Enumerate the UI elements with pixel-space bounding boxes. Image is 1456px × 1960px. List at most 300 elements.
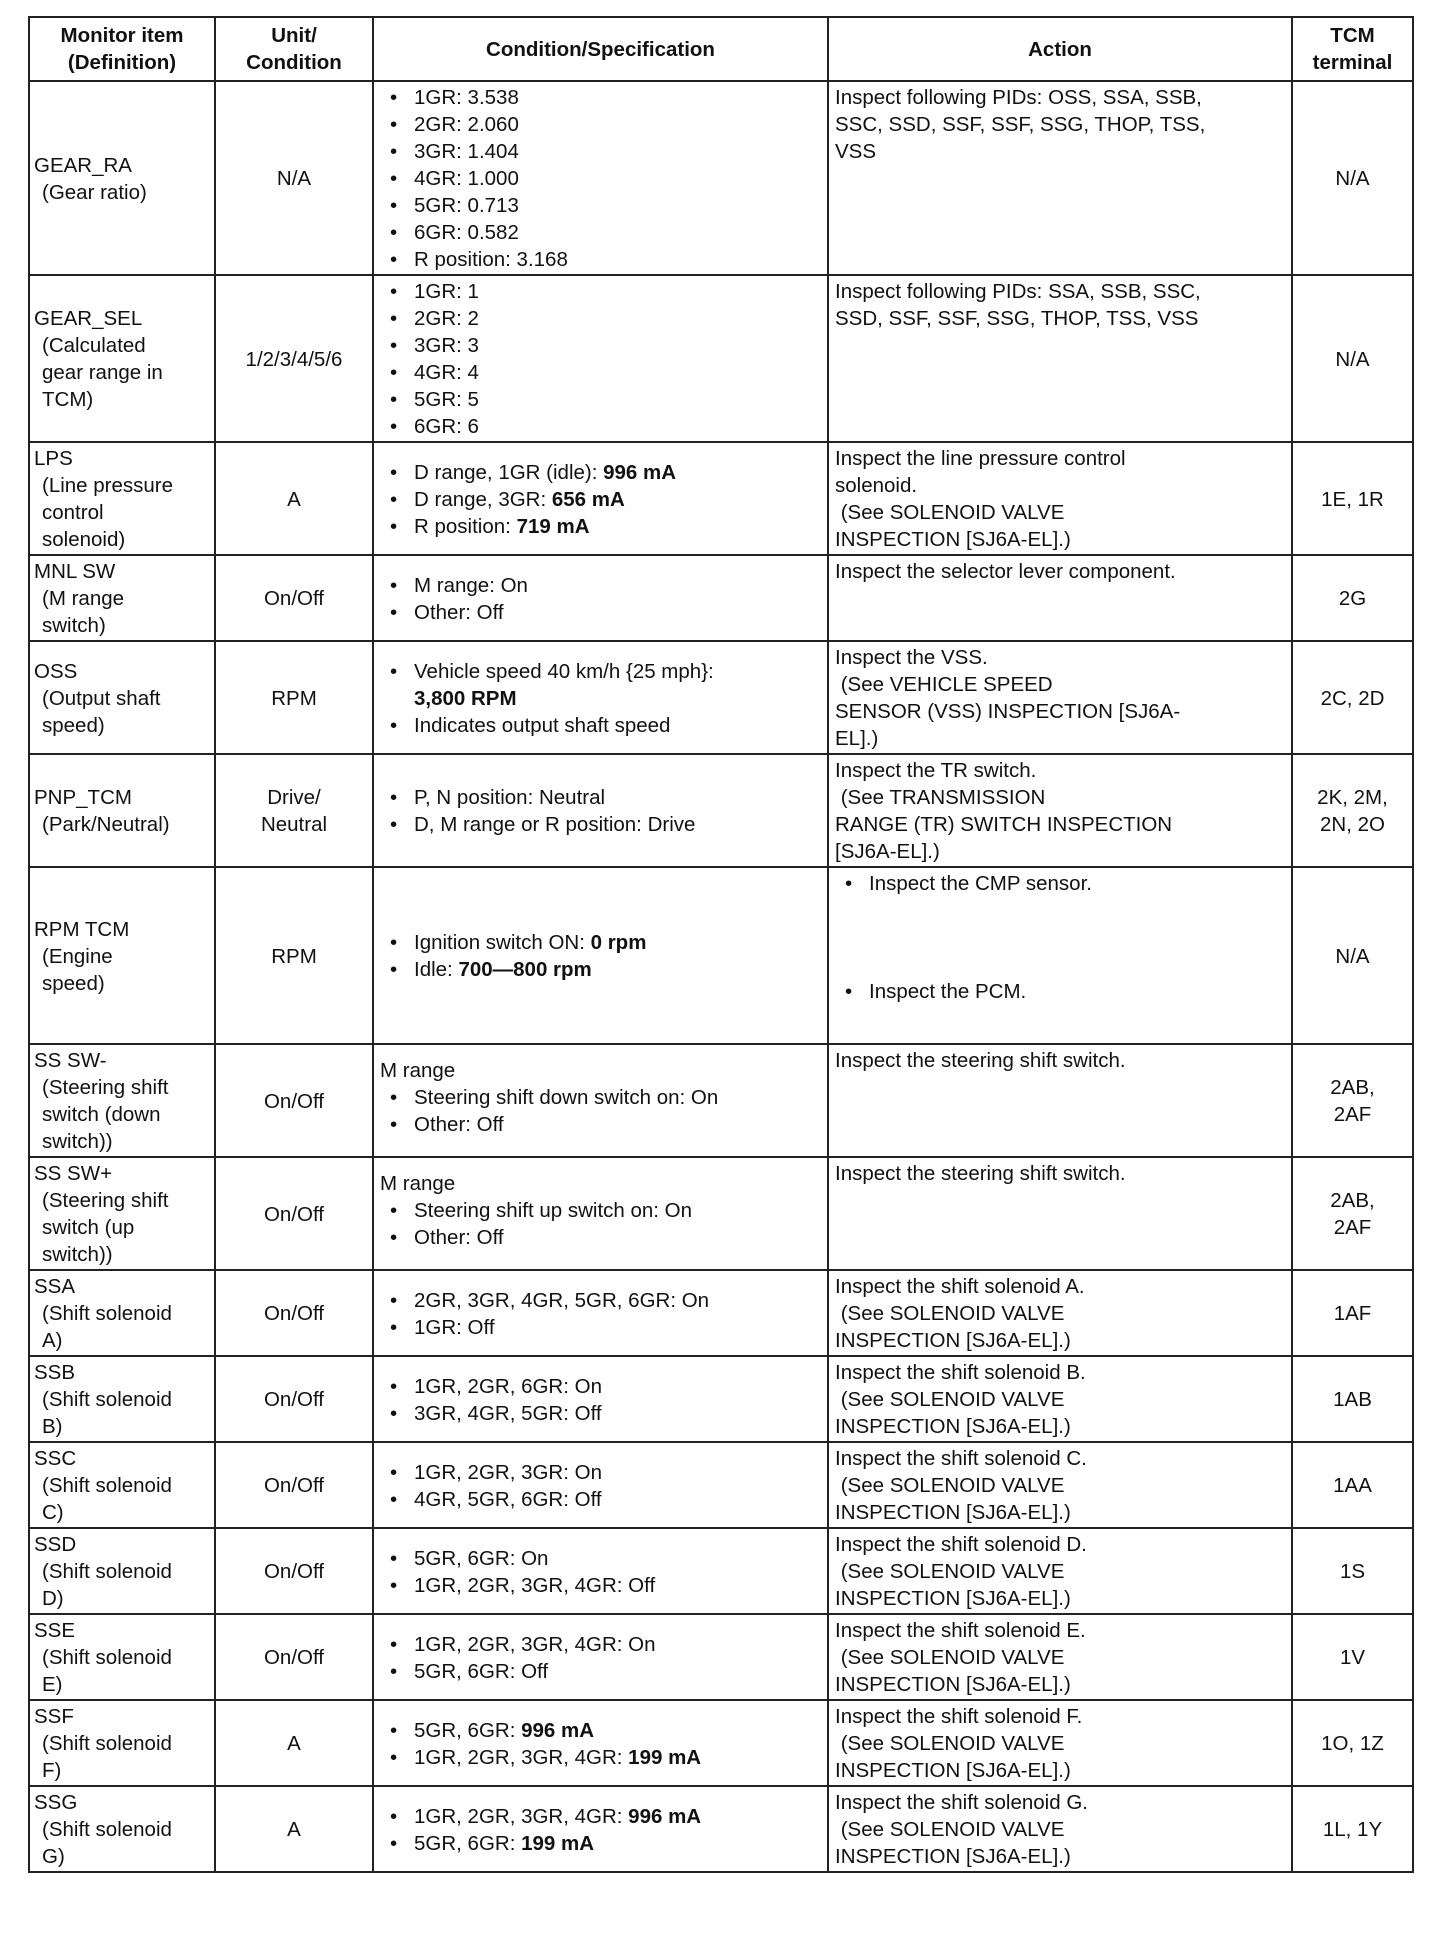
monitor-item-cell [29,754,215,867]
condition-list-item [414,658,821,712]
unit-text: Neutral [260,813,328,836]
condition-list [380,1717,821,1771]
condition-list-item [414,1373,821,1400]
condition-list-item [414,486,821,513]
condition-list [380,1545,821,1599]
monitor-item-definition: (Park/Neutral) [42,813,170,836]
condition-list-item [414,278,821,305]
action-text: (See VEHICLE SPEED [835,673,1053,696]
tcm-terminal-text: 1AF [1333,1302,1372,1325]
monitor-item-definition: solenoid) [42,528,126,551]
condition-list-item [414,1314,821,1341]
monitor-item-code: GEAR_RA [34,153,132,177]
unit-condition-cell [215,1356,373,1442]
condition-value: 719 mA [516,514,590,538]
action-cell [828,275,1292,442]
monitor-item-code: SS SW- [34,1049,107,1072]
monitor-item-definition: (Shift solenoid [42,1560,172,1583]
tcm-terminal-text: 2G [1338,587,1367,610]
unit-condition-cell [215,1157,373,1270]
action-text: EL].) [835,727,879,750]
monitor-item-cell [29,1044,215,1157]
unit-text: N/A [276,167,312,190]
tcm-terminal-text: 1E, 1R [1321,487,1384,511]
table-header-row [29,17,1413,81]
monitor-item-definition: speed) [42,713,105,737]
condition-list-item [414,1400,821,1427]
condition-value: 199 mA [521,1831,595,1855]
action-cell [828,1528,1292,1614]
monitor-item-definition: (Output shaft [42,686,161,710]
table-row [29,442,1413,555]
monitor-item-cell [29,641,215,754]
monitor-item-code: SSC [34,1447,77,1470]
monitor-item-definition: TCM) [42,388,94,411]
monitor-item-definition: (Shift solenoid [42,1732,172,1755]
condition-text: 1GR: Off [414,1315,495,1339]
unit-text: On/Off [263,1560,324,1583]
condition-list-item [414,165,821,192]
action-text: (See SOLENOID VALVE [835,1646,1065,1669]
monitor-item-code: SSE [34,1619,76,1642]
action-text: solenoid. [835,474,918,497]
monitor-item-definition: (Calculated [42,334,146,357]
condition-value: 700—800 rpm [458,958,592,981]
tcm-terminal-text: 2N, 2O [1320,813,1385,836]
condition-value: 656 mA [551,487,625,511]
action-text: Inspect the VSS. [835,646,988,669]
table-row [29,1356,1413,1442]
unit-condition-cell [215,754,373,867]
condition-text: 5GR, 6GR: Off [414,1659,549,1683]
condition-specification-cell [373,1044,828,1157]
condition-text: 2GR: 2.060 [414,113,519,136]
table-row [29,754,1413,867]
condition-list-item [414,1658,821,1685]
header-unit-condition: Unit/ Condition [215,17,373,81]
unit-condition-cell [215,1528,373,1614]
action-cell [828,1270,1292,1356]
condition-list [380,278,821,440]
condition-text: 4GR: 1.000 [414,167,519,190]
monitor-item-code: SSG [34,1791,78,1814]
monitor-item-code: OSS [34,659,78,683]
monitor-item-code: PNP_TCM [34,786,132,809]
monitor-item-definition: D) [42,1587,64,1610]
condition-list [380,1197,821,1251]
condition-list-item [414,305,821,332]
monitor-item-definition: (Shift solenoid [42,1302,172,1325]
unit-text: On/Off [263,587,324,610]
action-text: Inspect the shift solenoid A. [835,1275,1085,1298]
monitor-item-code: SSD [34,1533,77,1556]
unit-text: On/Off [263,1474,324,1497]
monitor-item-cell [29,1528,215,1614]
action-text: INSPECTION [SJ6A-EL].) [835,1845,1071,1868]
condition-text: 1GR, 2GR, 3GR, 4GR: [414,1745,629,1769]
unit-text: On/Off [263,1646,324,1669]
monitor-item-cell [29,275,215,442]
condition-list-item [414,1287,821,1314]
action-cell [828,867,1292,1044]
condition-list-item [414,1803,821,1830]
condition-list-item [414,84,821,111]
tcm-terminal-text: 1AA [1333,1474,1372,1497]
condition-specification-cell [373,1442,828,1528]
action-text: Inspect following PIDs: SSA, SSB, SSC, [835,280,1201,303]
monitor-item-definition: (M range [42,587,125,610]
condition-specification-cell [373,1700,828,1786]
condition-text: R position: 3.168 [414,248,568,271]
condition-list-item [414,192,821,219]
monitor-item-cell [29,81,215,275]
action-cell [828,1700,1292,1786]
condition-list-item [414,459,821,486]
condition-text: 4GR, 5GR, 6GR: Off [414,1487,602,1511]
tcm-terminal-cell [1292,867,1413,1044]
condition-list-item [414,413,821,440]
condition-list-item [414,1717,821,1744]
unit-text: A [287,487,301,511]
monitor-item-definition: F) [42,1759,62,1782]
condition-text: 5GR, 6GR: On [414,1546,549,1570]
condition-list [380,1084,821,1138]
condition-list-item [414,386,821,413]
monitor-item-definition: control [42,501,104,524]
monitor-item-cell [29,1270,215,1356]
tcm-terminal-text: N/A [1335,944,1370,968]
action-text: (See SOLENOID VALVE [835,1474,1065,1497]
monitor-item-cell [29,442,215,555]
tcm-terminal-text: 2C, 2D [1320,686,1385,710]
monitor-item-cell [29,1356,215,1442]
condition-value: 996 mA [521,1718,595,1742]
unit-condition-cell [215,1442,373,1528]
tcm-terminal-cell [1292,641,1413,754]
condition-text: Other: Off [414,600,504,624]
monitor-item-code: GEAR_SEL [34,307,143,330]
tcm-terminal-text: 1O, 1Z [1321,1732,1384,1755]
monitor-item-code: SSA [34,1275,76,1298]
unit-text: RPM [271,944,317,968]
monitor-item-definition: speed) [42,971,105,995]
condition-text: Other: Off [414,1226,504,1249]
condition-text: 6GR: 0.582 [414,221,519,244]
condition-text: D range, 3GR: [414,487,552,511]
unit-text: On/Off [263,1302,324,1325]
unit-text: On/Off [263,1202,324,1226]
condition-lead-text: M range [380,1059,456,1082]
action-cell [828,641,1292,754]
monitor-item-definition: switch)) [42,1243,113,1266]
table-row [29,1700,1413,1786]
condition-list-item [414,1572,821,1599]
condition-list-item [414,1111,821,1138]
unit-text: RPM [271,686,317,710]
header-action: Action [828,17,1292,81]
monitor-item-cell [29,555,215,641]
action-text: Inspect the shift solenoid F. [835,1705,1083,1728]
condition-list [380,658,821,739]
action-text: (See SOLENOID VALVE [835,1302,1065,1325]
tcm-terminal-text: 2AB, [1330,1076,1375,1099]
monitor-item-definition: switch (up [42,1216,135,1239]
action-cell [828,555,1292,641]
condition-lead-text: M range [380,1172,456,1195]
action-text: Inspect the shift solenoid G. [835,1791,1088,1814]
condition-text: 1GR, 2GR, 6GR: On [414,1374,602,1398]
tcm-terminal-cell [1292,1442,1413,1528]
condition-specification-cell [373,1356,828,1442]
condition-specification-cell [373,442,828,555]
monitor-item-definition: (Shift solenoid [42,1646,172,1669]
unit-text: On/Off [263,1388,324,1411]
action-text: [SJ6A-EL].) [835,840,940,863]
action-text: INSPECTION [SJ6A-EL].) [835,1501,1071,1524]
condition-text: 3GR: 1.404 [414,140,519,163]
table-row [29,1270,1413,1356]
tcm-terminal-text: 1S [1339,1560,1366,1583]
monitor-item-definition: E) [42,1673,63,1696]
condition-text: 1GR: 1 [414,280,479,303]
table-row [29,1157,1413,1270]
condition-text: M range: On [414,573,528,597]
action-text: INSPECTION [SJ6A-EL].) [835,1673,1071,1696]
unit-condition-cell [215,1700,373,1786]
monitor-item-cell [29,1157,215,1270]
condition-text: Other: Off [414,1113,504,1136]
condition-list [380,572,821,626]
condition-list-item [414,1459,821,1486]
table-row [29,1044,1413,1157]
monitor-item-code: RPM TCM [34,917,130,941]
unit-text: 1/2/3/4/5/6 [245,347,343,371]
condition-list-item [414,1486,821,1513]
monitor-item-definition: (Shift solenoid [42,1388,172,1411]
action-cell [828,1157,1292,1270]
tcm-terminal-cell [1292,275,1413,442]
condition-text: 3GR: 3 [414,334,479,357]
pid-monitor-table-sheet [28,16,1412,1873]
condition-list-item [414,246,821,273]
table-row [29,1442,1413,1528]
table-row [29,81,1413,275]
unit-condition-cell [215,555,373,641]
action-text: INSPECTION [SJ6A-EL].) [835,528,1071,551]
condition-value: 996 mA [603,460,677,484]
condition-list-item [414,138,821,165]
action-text: SENSOR (VSS) INSPECTION [SJ6A- [835,700,1181,723]
condition-value: 0 rpm [590,931,647,954]
condition-list-item [414,513,821,540]
monitor-item-code: LPS [34,447,73,470]
action-list-item: • Inspect the CMP sensor. [869,870,1285,897]
condition-list-item [414,1197,821,1224]
condition-text: 1GR, 2GR, 3GR, 4GR: Off [414,1573,656,1597]
tcm-terminal-cell [1292,81,1413,275]
unit-condition-cell [215,442,373,555]
condition-list-item [414,111,821,138]
condition-list-item [414,929,821,956]
condition-specification-cell [373,555,828,641]
tcm-terminal-cell [1292,1700,1413,1786]
condition-text: 6GR: 6 [414,415,479,438]
header-tcm-terminal: TCM terminal [1292,17,1413,81]
condition-text: 4GR: 4 [414,361,479,384]
condition-list [380,459,821,540]
condition-value: 199 mA [628,1745,702,1769]
table-row [29,867,1413,1044]
condition-text: Idle: [414,958,459,981]
monitor-item-cell [29,1614,215,1700]
tcm-terminal-cell [1292,1044,1413,1157]
tcm-terminal-text: N/A [1335,167,1370,190]
action-text: (See SOLENOID VALVE [835,1732,1065,1755]
unit-text: A [287,1818,301,1841]
pid-monitor-table [28,16,1414,1873]
table-row [29,1528,1413,1614]
condition-list [380,929,821,983]
action-text: Inspect the selector lever component. [835,560,1176,583]
action-spacer [869,897,1285,978]
monitor-item-definition: (Steering shift [42,1189,169,1212]
condition-text: 1GR: 3.538 [414,86,519,109]
condition-text: 5GR: 5 [414,388,479,411]
monitor-item-code: MNL SW [34,560,116,583]
monitor-item-definition: (Line pressure [42,474,174,497]
action-list [835,870,1285,1005]
condition-text: Ignition switch ON: [414,931,591,954]
action-text: SSC, SSD, SSF, SSF, SSG, THOP, TSS, [835,113,1206,136]
condition-text: Vehicle speed 40 km/h {25 mph}: [414,659,714,683]
monitor-item-definition: (Engine [42,944,113,968]
condition-text: Steering shift down switch on: On [414,1086,719,1109]
tcm-terminal-text: 2AF [1333,1216,1372,1239]
condition-list-item [414,1224,821,1251]
table-row [29,1614,1413,1700]
action-text: Inspect the shift solenoid D. [835,1533,1087,1556]
action-cell [828,81,1292,275]
monitor-item-definition: (Gear ratio) [42,180,147,204]
condition-specification-cell [373,1786,828,1872]
monitor-item-definition: switch (down [42,1103,161,1126]
unit-condition-cell [215,867,373,1044]
condition-text: 2GR, 3GR, 4GR, 5GR, 6GR: On [414,1288,710,1312]
monitor-item-cell [29,1700,215,1786]
action-text: Inspect the shift solenoid B. [835,1361,1086,1384]
condition-list-item [414,572,821,599]
unit-condition-cell [215,1270,373,1356]
unit-condition-cell [215,1786,373,1872]
condition-value: 3,800 RPM [414,686,517,710]
monitor-item-definition: G) [42,1845,65,1868]
header-condition-specification: Condition/Specification [373,17,828,81]
unit-text: On/Off [263,1089,324,1113]
condition-specification-cell [373,1614,828,1700]
condition-list [380,1803,821,1857]
unit-condition-cell [215,1044,373,1157]
action-text: SSD, SSF, SSF, SSG, THOP, TSS, VSS [835,307,1199,330]
unit-condition-cell [215,275,373,442]
action-cell [828,1356,1292,1442]
condition-list-item [414,219,821,246]
action-text: (See SOLENOID VALVE [835,1388,1065,1411]
monitor-item-definition: switch)) [42,1130,113,1153]
tcm-terminal-cell [1292,1528,1413,1614]
action-text: Inspect the TR switch. [835,759,1037,782]
action-cell [828,1786,1292,1872]
condition-list [380,1631,821,1685]
action-text: (See SOLENOID VALVE [835,501,1065,524]
tcm-terminal-cell [1292,442,1413,555]
table-row [29,1786,1413,1872]
tcm-terminal-text: 2K, 2M, [1317,786,1388,809]
monitor-item-definition: (Steering shift [42,1076,169,1099]
action-text: RANGE (TR) SWITCH INSPECTION [835,813,1173,836]
condition-text: 3GR, 4GR, 5GR: Off [414,1401,602,1425]
condition-list [380,84,821,273]
tcm-terminal-text: 1L, 1Y [1322,1818,1383,1841]
condition-list [380,1373,821,1427]
condition-list-item [414,332,821,359]
condition-list-item [414,359,821,386]
condition-list-item [414,1631,821,1658]
unit-condition-cell [215,641,373,754]
action-text: Inspect the steering shift switch. [835,1162,1126,1185]
condition-list-item [414,1744,821,1771]
condition-specification-cell [373,867,828,1044]
table-row [29,275,1413,442]
condition-text: Indicates output shaft speed [414,713,671,737]
condition-specification-cell [373,81,828,275]
unit-text: A [287,1732,301,1755]
monitor-item-definition: gear range in [42,361,163,384]
condition-text: 1GR, 2GR, 3GR: On [414,1460,602,1484]
tcm-terminal-cell [1292,555,1413,641]
tcm-terminal-cell [1292,1157,1413,1270]
action-text: Inspect the steering shift switch. [835,1049,1126,1072]
condition-specification-cell [373,275,828,442]
tcm-terminal-cell [1292,1786,1413,1872]
monitor-item-definition: A) [42,1329,63,1352]
action-text: VSS [835,140,877,163]
condition-specification-cell [373,641,828,754]
tcm-terminal-text: N/A [1335,347,1370,371]
action-cell [828,442,1292,555]
condition-text: 2GR: 2 [414,307,479,330]
condition-list-item [414,1545,821,1572]
action-text: (See SOLENOID VALVE [835,1818,1065,1841]
monitor-item-cell [29,1786,215,1872]
action-text: INSPECTION [SJ6A-EL].) [835,1415,1071,1438]
monitor-item-definition: C) [42,1501,64,1524]
condition-specification-cell [373,1528,828,1614]
condition-text: Steering shift up switch on: On [414,1199,693,1222]
monitor-item-definition: (Shift solenoid [42,1474,172,1497]
tcm-terminal-text: 1V [1339,1646,1366,1669]
action-text: Inspect the shift solenoid E. [835,1619,1086,1642]
condition-text: 5GR, 6GR: [414,1831,522,1855]
monitor-item-code: SS SW+ [34,1162,113,1185]
condition-text: 1GR, 2GR, 3GR, 4GR: [414,1804,629,1828]
condition-list [380,1287,821,1341]
action-text: INSPECTION [SJ6A-EL].) [835,1329,1071,1352]
tcm-terminal-cell [1292,1270,1413,1356]
condition-text: P, N position: Neutral [414,786,606,809]
condition-text: 5GR, 6GR: [414,1718,522,1742]
condition-specification-cell [373,754,828,867]
action-text: Inspect following PIDs: OSS, SSA, SSB, [835,86,1202,109]
